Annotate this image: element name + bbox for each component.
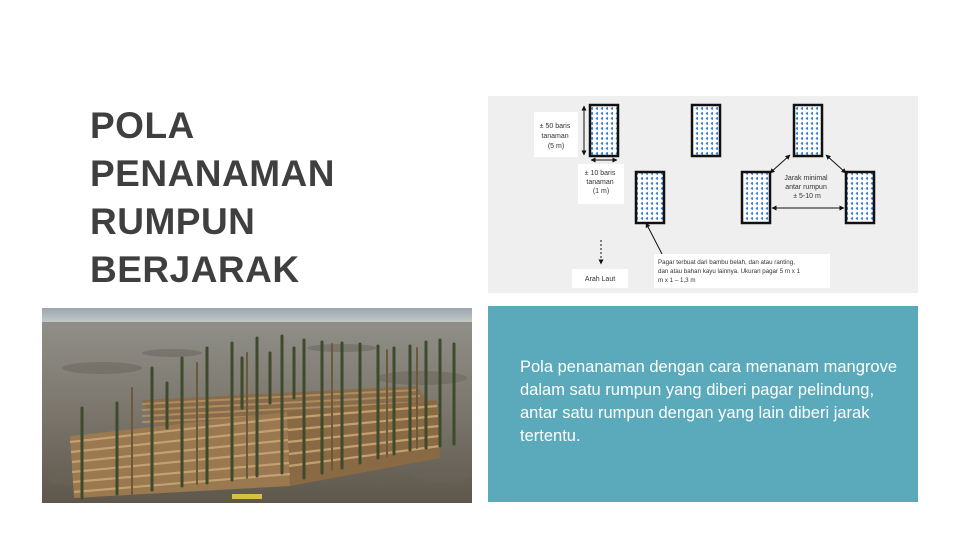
fence-label-line-2: dan atau bahan kayu lainnya. Ukuran pagar 5 m x 1 bbox=[658, 268, 801, 275]
length-label-line-2: tanaman bbox=[541, 133, 569, 140]
photo-canvas bbox=[42, 308, 472, 503]
fence-label-line-3: m x 1 – 1,3 m bbox=[658, 277, 696, 284]
fence-pointer bbox=[646, 223, 662, 254]
title-line-3: RUMPUN bbox=[90, 201, 256, 242]
spacing-arrow-right bbox=[826, 155, 846, 173]
title-line-1: POLA bbox=[90, 105, 195, 146]
length-label-line-3: (5 m) bbox=[547, 143, 565, 150]
sea-direction-label: Arah Laut bbox=[584, 276, 616, 283]
width-label-line-1: ± 10 baris bbox=[584, 170, 616, 177]
plot-4 bbox=[636, 172, 664, 223]
plot-2 bbox=[692, 105, 720, 156]
spacing-label-line-1: Jarak minimal bbox=[784, 175, 828, 182]
svg-text:Jarak minimal antar rump bbox=[784, 175, 829, 200]
width-label-line-2: tanaman bbox=[586, 179, 614, 186]
description-box bbox=[488, 306, 918, 502]
diagram-canvas bbox=[488, 96, 918, 293]
description-text: Pola penanaman dengan cara menanam mangrove dalam satu rumpun yang diberi pagar pelindung, antar satu rumpun dengan yang lain diberi jarak tertentu. bbox=[520, 358, 898, 445]
title-line-4: BERJARAK bbox=[90, 249, 300, 290]
plot-1 bbox=[590, 105, 618, 156]
spacing-arrow-left bbox=[770, 155, 790, 173]
planting-pattern-diagram bbox=[488, 96, 918, 293]
spacing-label-line-2: antar rumpun bbox=[785, 184, 827, 191]
title-line-2: PENANAMAN bbox=[90, 153, 335, 194]
plot-3 bbox=[794, 105, 822, 156]
plot-5 bbox=[742, 172, 770, 223]
plot-6 bbox=[846, 172, 874, 223]
bamboo-fence-photo bbox=[42, 308, 472, 503]
slide-title bbox=[90, 102, 390, 294]
length-label-line-1: ± 50 baris bbox=[539, 123, 571, 130]
fence-label-line-1: Pagar terbuat dari bambu belah, dan atau ranting, bbox=[658, 259, 795, 266]
width-label-line-3: (1 m) bbox=[592, 188, 610, 195]
spacing-label-line-3: ± 5-10 m bbox=[793, 193, 821, 200]
